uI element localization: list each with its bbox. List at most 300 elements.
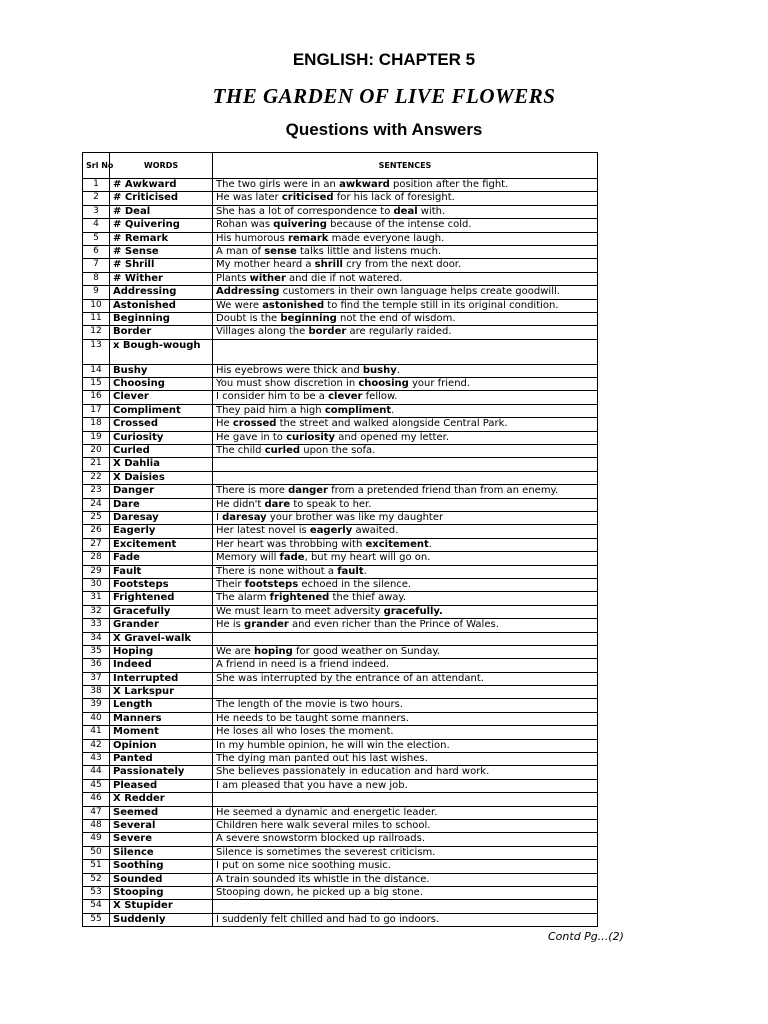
sentence-keyword: criticised — [281, 192, 334, 204]
sentence-text: My mother heard a — [216, 259, 315, 271]
row-sentence — [213, 819, 598, 832]
row-word: X Daisies — [110, 471, 213, 484]
table-row — [83, 418, 598, 431]
row-word: # Remark — [110, 232, 213, 245]
sentence-text: We must learn to meet adversity — [216, 605, 384, 617]
table-row — [83, 686, 598, 699]
row-sentence — [213, 339, 598, 364]
row-word: Stooping — [110, 886, 213, 899]
column-header-words: WORDS — [110, 153, 213, 179]
sentence-text: She believes passionately in education and hard work. — [216, 766, 490, 778]
sentence-text: He needs to be taught some manners. — [216, 712, 409, 724]
row-sentence — [213, 286, 598, 299]
sentence-text: . — [396, 364, 400, 376]
row-number: 38 — [83, 686, 110, 699]
row-sentence — [213, 632, 598, 645]
table-row — [83, 245, 598, 258]
sentence-text: for his lack of foresight. — [333, 192, 455, 204]
vocabulary-table — [82, 152, 598, 927]
row-word: Pleased — [110, 779, 213, 792]
sentence-text: Doubt is the — [216, 312, 281, 324]
sentence-text: Silence is sometimes the severest criticism. — [216, 846, 436, 858]
table-row — [83, 312, 598, 325]
row-word: Clever — [110, 391, 213, 404]
row-sentence — [213, 619, 598, 632]
sentence-text: your friend. — [408, 378, 471, 390]
row-number: 7 — [83, 259, 110, 272]
sentence-text: upon the sofa. — [300, 445, 376, 457]
row-number: 53 — [83, 886, 110, 899]
table-row — [83, 819, 598, 832]
table-header-row — [83, 153, 598, 179]
document-title: ENGLISH: CHAPTER 5 — [292, 50, 476, 69]
sentence-text: , but my heart will go on. — [304, 552, 431, 564]
sentence-text: I am pleased that you have a new job. — [216, 779, 408, 791]
row-word: Curled — [110, 445, 213, 458]
row-sentence — [213, 766, 598, 779]
table-row — [83, 498, 598, 511]
sentence-text: Children here walk several miles to school. — [216, 819, 431, 831]
sentence-keyword: remark — [287, 232, 329, 244]
sentence-text: because of the intense cold. — [326, 219, 472, 231]
row-word: x Bough-wough — [110, 339, 213, 364]
table-row — [83, 232, 598, 245]
table-row — [83, 445, 598, 458]
sentence-text: A train sounded its whistle in the distance. — [216, 873, 430, 885]
row-sentence — [213, 192, 598, 205]
row-sentence — [213, 205, 598, 218]
table-row — [83, 659, 598, 672]
table-row — [83, 485, 598, 498]
sentence-keyword: daresay — [222, 511, 267, 523]
sentence-text: not the end of wisdom. — [336, 312, 456, 324]
table-row — [83, 431, 598, 444]
column-header-srl-no: Srl No — [83, 153, 110, 179]
sentence-text: your brother was like my daughter — [266, 511, 444, 523]
row-number: 37 — [83, 672, 110, 685]
sentence-text: He was later — [216, 192, 282, 204]
row-number: 20 — [83, 445, 110, 458]
row-word: Choosing — [110, 378, 213, 391]
row-number: 2 — [83, 192, 110, 205]
table-row — [83, 525, 598, 538]
row-sentence — [213, 672, 598, 685]
row-number: 43 — [83, 753, 110, 766]
row-word: Suddenly — [110, 913, 213, 926]
table-row — [83, 739, 598, 752]
row-number: 16 — [83, 391, 110, 404]
row-number: 52 — [83, 873, 110, 886]
sentence-keyword: sense — [264, 245, 297, 257]
sentence-text: There is none without a — [216, 565, 338, 577]
row-word: Soothing — [110, 860, 213, 873]
sentence-text: and opened my letter. — [335, 431, 450, 443]
sentence-text: the thief away. — [329, 592, 407, 604]
row-word: X Stupider — [110, 900, 213, 913]
sentence-text: talks little and listens much. — [296, 245, 442, 257]
row-sentence — [213, 578, 598, 591]
table-row — [83, 860, 598, 873]
row-sentence — [213, 806, 598, 819]
row-word: Eagerly — [110, 525, 213, 538]
table-row — [83, 192, 598, 205]
sentence-text: The length of the movie is two hours. — [216, 699, 403, 711]
row-word: Panted — [110, 753, 213, 766]
row-word: Several — [110, 819, 213, 832]
sentence-text: awaited. — [352, 525, 399, 537]
sentence-text: Plants — [216, 272, 250, 284]
sentence-text: from a pretended friend than from an enemy. — [327, 485, 559, 497]
row-number: 44 — [83, 766, 110, 779]
row-number: 18 — [83, 418, 110, 431]
sentence-keyword: shrill — [314, 259, 343, 271]
table-row — [83, 565, 598, 578]
sentence-text: to speak to her. — [290, 498, 372, 510]
row-word: Seemed — [110, 806, 213, 819]
row-sentence — [213, 418, 598, 431]
row-sentence — [213, 485, 598, 498]
row-word: Border — [110, 326, 213, 339]
sentence-text: We were — [216, 299, 263, 311]
sentence-keyword: bushy — [362, 364, 397, 376]
sentence-text: We are — [216, 645, 254, 657]
column-header-sentences: SENTENCES — [213, 153, 598, 179]
table-row — [83, 404, 598, 417]
sentence-text: A man of — [216, 245, 265, 257]
sentence-text: Rohan was — [216, 219, 274, 231]
row-word: Length — [110, 699, 213, 712]
table-row — [83, 471, 598, 484]
table-body — [83, 179, 598, 927]
table-row — [83, 753, 598, 766]
row-sentence — [213, 552, 598, 565]
sentence-text: A friend in need is a friend indeed. — [216, 659, 390, 671]
row-sentence — [213, 498, 598, 511]
row-number: 5 — [83, 232, 110, 245]
row-sentence — [213, 913, 598, 926]
sentence-text: His humorous — [216, 232, 288, 244]
table-row — [83, 219, 598, 232]
row-word: # Shrill — [110, 259, 213, 272]
sentence-text: He gave in to — [216, 431, 287, 443]
row-sentence — [213, 259, 598, 272]
table-row — [83, 913, 598, 926]
sentence-text: and even richer than the Prince of Wales. — [288, 619, 499, 631]
sentence-text: with. — [417, 205, 446, 217]
sentence-text: She was interrupted by the entrance of an attendant. — [216, 672, 484, 684]
sentence-text: echoed in the silence. — [298, 578, 412, 590]
table-row — [83, 605, 598, 618]
row-number: 17 — [83, 404, 110, 417]
sentence-keyword: border — [308, 326, 347, 338]
sentence-keyword: astonished — [262, 299, 325, 311]
row-word: X Redder — [110, 793, 213, 806]
row-word: Manners — [110, 712, 213, 725]
sentence-keyword: excitement — [365, 538, 429, 550]
table-row — [83, 552, 598, 565]
row-number: 24 — [83, 498, 110, 511]
row-number: 46 — [83, 793, 110, 806]
row-number: 54 — [83, 900, 110, 913]
row-sentence — [213, 846, 598, 859]
table-row — [83, 873, 598, 886]
row-number: 47 — [83, 806, 110, 819]
row-sentence — [213, 391, 598, 404]
sentence-keyword: grander — [244, 619, 289, 631]
table-row — [83, 699, 598, 712]
sentence-keyword: quivering — [273, 219, 327, 231]
sentence-text: The alarm — [216, 592, 270, 604]
sentence-text: He loses all who loses the moment. — [216, 726, 394, 738]
sentence-keyword: clever — [328, 391, 363, 403]
row-word: # Deal — [110, 205, 213, 218]
sentence-text: I put on some nice soothing music. — [216, 860, 391, 872]
row-word: Astonished — [110, 299, 213, 312]
sentence-text: He didn't — [216, 498, 265, 510]
row-sentence — [213, 605, 598, 618]
table-row — [83, 793, 598, 806]
sentence-keyword: compliment — [324, 404, 392, 416]
sentence-text: Her heart was throbbing with — [216, 538, 366, 550]
row-word: Frightened — [110, 592, 213, 605]
row-sentence — [213, 511, 598, 524]
row-sentence — [213, 378, 598, 391]
table-row — [83, 846, 598, 859]
row-number: 29 — [83, 565, 110, 578]
sentence-text: His eyebrows were thick and — [216, 364, 363, 376]
sentence-text: Memory will — [216, 552, 280, 564]
row-number: 32 — [83, 605, 110, 618]
sentence-keyword: footsteps — [244, 578, 299, 590]
row-number: 48 — [83, 819, 110, 832]
row-number: 50 — [83, 846, 110, 859]
row-number: 14 — [83, 364, 110, 377]
row-word: # Awkward — [110, 179, 213, 192]
row-sentence — [213, 833, 598, 846]
table-row — [83, 339, 598, 364]
row-number: 36 — [83, 659, 110, 672]
table-row — [83, 272, 598, 285]
row-number: 45 — [83, 779, 110, 792]
table-row — [83, 645, 598, 658]
row-word: Interrupted — [110, 672, 213, 685]
row-sentence — [213, 659, 598, 672]
row-sentence — [213, 219, 598, 232]
row-sentence — [213, 312, 598, 325]
sentence-text: He seemed a dynamic and energetic leader. — [216, 806, 438, 818]
sentence-text: You must show discretion in — [216, 378, 359, 390]
row-word: Curiosity — [110, 431, 213, 444]
table-row — [83, 900, 598, 913]
row-sentence — [213, 565, 598, 578]
row-word: Crossed — [110, 418, 213, 431]
row-word: Compliment — [110, 404, 213, 417]
table-row — [83, 511, 598, 524]
sentence-text: . — [363, 565, 367, 577]
row-number: 9 — [83, 286, 110, 299]
table-row — [83, 205, 598, 218]
sentence-text: Her latest novel is — [216, 525, 310, 537]
row-sentence — [213, 404, 598, 417]
row-word: Moment — [110, 726, 213, 739]
row-word: Fault — [110, 565, 213, 578]
sentence-keyword: fade — [279, 552, 305, 564]
row-word: Beginning — [110, 312, 213, 325]
row-sentence — [213, 712, 598, 725]
sentence-keyword: frightened — [269, 592, 330, 604]
row-word: Sounded — [110, 873, 213, 886]
row-sentence — [213, 179, 598, 192]
row-number: 19 — [83, 431, 110, 444]
row-sentence — [213, 686, 598, 699]
row-word: Bushy — [110, 364, 213, 377]
row-sentence — [213, 272, 598, 285]
document-subtitle: Questions with Answers — [285, 120, 483, 139]
row-number: 10 — [83, 299, 110, 312]
table-row — [83, 286, 598, 299]
row-number: 39 — [83, 699, 110, 712]
row-sentence — [213, 739, 598, 752]
table-row — [83, 619, 598, 632]
sentence-text: . — [391, 404, 395, 416]
table-row — [83, 458, 598, 471]
row-number: 33 — [83, 619, 110, 632]
row-word: Gracefully — [110, 605, 213, 618]
row-sentence — [213, 592, 598, 605]
row-word: Daresay — [110, 511, 213, 524]
row-sentence — [213, 779, 598, 792]
row-word: # Criticised — [110, 192, 213, 205]
row-number: 26 — [83, 525, 110, 538]
chapter-name: THE GARDEN OF LIVE FLOWERS — [212, 84, 556, 108]
row-sentence — [213, 299, 598, 312]
sentence-text: They paid him a high — [216, 404, 325, 416]
row-sentence — [213, 525, 598, 538]
row-word: Opinion — [110, 739, 213, 752]
sentence-text: . — [428, 538, 432, 550]
sentence-keyword: gracefully. — [383, 605, 443, 617]
sentence-text: I consider him to be a — [216, 391, 329, 403]
row-sentence — [213, 245, 598, 258]
row-number: 3 — [83, 205, 110, 218]
sentence-text: Stooping down, he picked up a big stone. — [216, 886, 423, 898]
row-sentence — [213, 232, 598, 245]
row-sentence — [213, 326, 598, 339]
row-number: 34 — [83, 632, 110, 645]
row-word: # Wither — [110, 272, 213, 285]
sentence-keyword: beginning — [280, 312, 337, 324]
sentence-text: In my humble opinion, he will win the election. — [216, 739, 450, 751]
table-row — [83, 391, 598, 404]
sentence-text: She has a lot of correspondence to — [216, 205, 394, 217]
row-word: Excitement — [110, 538, 213, 551]
row-number: 25 — [83, 511, 110, 524]
row-number: 55 — [83, 913, 110, 926]
sentence-text: fellow. — [362, 391, 398, 403]
row-word: # Quivering — [110, 219, 213, 232]
sentence-text: The two girls were in an — [216, 179, 340, 190]
row-word: Passionately — [110, 766, 213, 779]
row-number: 27 — [83, 538, 110, 551]
row-sentence — [213, 726, 598, 739]
sentence-keyword: curled — [264, 445, 301, 457]
table-row — [83, 259, 598, 272]
row-word: Fade — [110, 552, 213, 565]
sentence-keyword: danger — [288, 485, 328, 497]
table-row — [83, 833, 598, 846]
sentence-text: are regularly raided. — [346, 326, 452, 338]
sentence-text: I — [216, 511, 223, 523]
sentence-text: A severe snowstorm blocked up railroads. — [216, 833, 426, 845]
table-row — [83, 712, 598, 725]
table-row — [83, 592, 598, 605]
row-number: 35 — [83, 645, 110, 658]
sentence-text: Villages along the — [216, 326, 309, 338]
row-number: 41 — [83, 726, 110, 739]
sentence-keyword: dare — [264, 498, 291, 510]
sentence-text: The dying man panted out his last wishes. — [216, 753, 428, 765]
row-number: 23 — [83, 485, 110, 498]
sentence-text: Their — [216, 578, 245, 590]
row-word: Grander — [110, 619, 213, 632]
sentence-keyword: awkward — [339, 179, 390, 190]
row-number: 42 — [83, 739, 110, 752]
row-number: 12 — [83, 326, 110, 339]
sentence-keyword: deal — [393, 205, 418, 217]
table-row — [83, 672, 598, 685]
sentence-keyword: wither — [249, 272, 286, 284]
row-number: 30 — [83, 578, 110, 591]
sentence-keyword: choosing — [358, 378, 409, 390]
table-row — [83, 326, 598, 339]
table-row — [83, 364, 598, 377]
row-number: 13 — [83, 339, 110, 364]
row-number: 31 — [83, 592, 110, 605]
row-sentence — [213, 886, 598, 899]
sentence-text: and die if not watered. — [285, 272, 403, 284]
row-word: X Gravel-walk — [110, 632, 213, 645]
table-row — [83, 806, 598, 819]
row-word: Footsteps — [110, 578, 213, 591]
row-sentence — [213, 860, 598, 873]
sentence-text: He is — [216, 619, 245, 631]
sentence-keyword: crossed — [232, 418, 277, 430]
row-word: Severe — [110, 833, 213, 846]
sentence-text: made everyone laugh. — [328, 232, 445, 244]
table-row — [83, 726, 598, 739]
row-sentence — [213, 699, 598, 712]
sentence-text: the street and walked alongside Central Park. — [276, 418, 508, 430]
sentence-text: There is more — [216, 485, 289, 497]
row-number: 49 — [83, 833, 110, 846]
sentence-keyword: eagerly — [309, 525, 353, 537]
table-row — [83, 766, 598, 779]
table-row — [83, 538, 598, 551]
sentence-keyword: fault — [337, 565, 364, 577]
row-sentence — [213, 900, 598, 913]
sentence-text: The child — [216, 445, 265, 457]
row-number: 1 — [83, 179, 110, 192]
sentence-text: for good weather on Sunday. — [292, 645, 441, 657]
row-number: 40 — [83, 712, 110, 725]
row-sentence — [213, 458, 598, 471]
table-row — [83, 378, 598, 391]
row-sentence — [213, 645, 598, 658]
row-word: Indeed — [110, 659, 213, 672]
table-row — [83, 886, 598, 899]
table-row — [83, 632, 598, 645]
row-sentence — [213, 445, 598, 458]
